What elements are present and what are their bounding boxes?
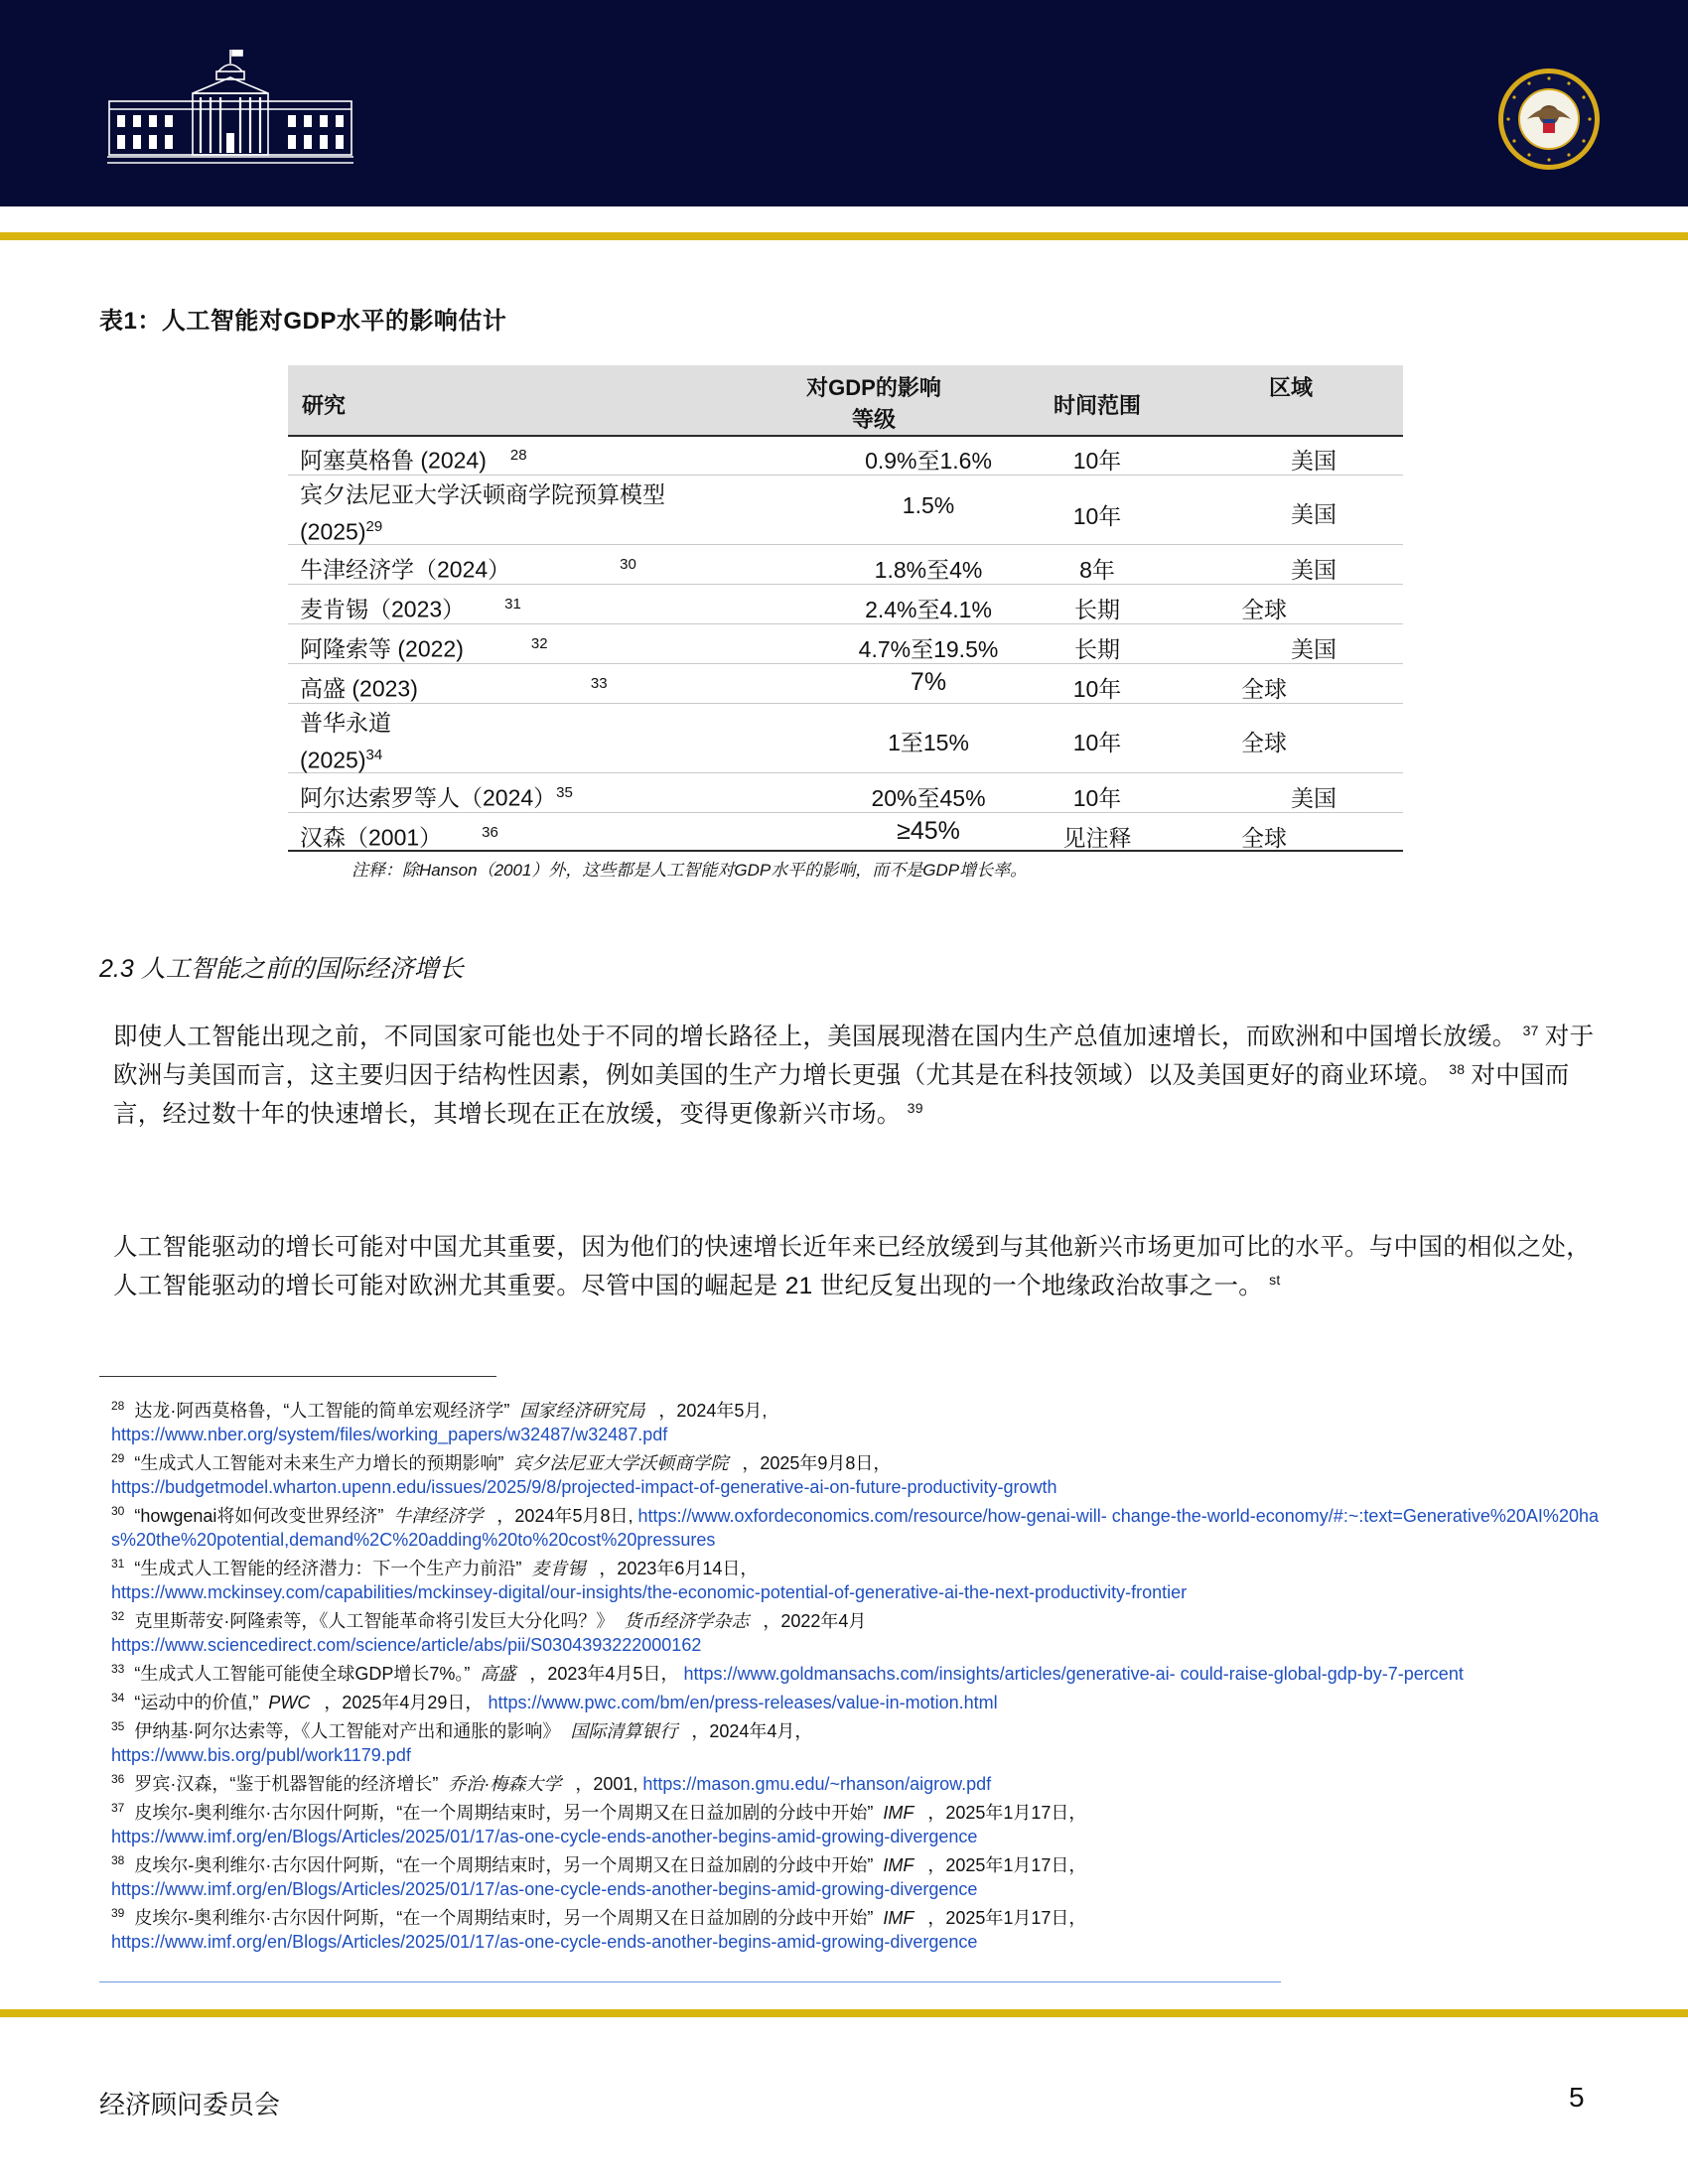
footnote-link[interactable]: https://www.goldmansachs.com/insights/articles/generative-ai- could-raise-global-gdp-by-7-percent [683, 1664, 1464, 1684]
footnote-29: $^{29}$ “生成式人工智能对未来生产力增长的预期影响” 宾夕法尼亚大学沃顿商学院 ，2025年9月8日， https://budgetmodel.wharton.upenn.edu/issues/2025/9/8/projected-impact-of-generative-ai-on-future-productivity-growth [111, 1451, 1057, 1497]
time-value: 10年 [1072, 785, 1122, 811]
page-header [0, 0, 1688, 206]
footnote-35: $^{35}$ 伊纳基·阿尔达索等，《人工智能对产出和通胀的影响》 国际清算银行 ，2024年4月， https://www.bis.org/publ/work1179.pdf [111, 1719, 813, 1765]
time-value: 见注释 [1062, 825, 1132, 851]
footnote-link[interactable]: https://www.mckinsey.com/capabilities/mckinsey-digital/our-insights/the-economic-potential-of-generative-ai-the-next-productivity-frontier [111, 1582, 1188, 1602]
footnote-33: $^{33}$ “生成式人工智能可能使全球GDP增长7%。” 高盛 ，2023年4月5日， https://www.goldmansachs.com/insights/articles/generative-ai- could-raise-global-gdp-by-7-percent [111, 1662, 1464, 1684]
impact-value: 1.5% [902, 492, 955, 518]
footnote-link[interactable]: https://www.imf.org/en/Blogs/Articles/2025/01/17/as-one-cycle-ends-another-begins-amid-growing-divergence [111, 1932, 978, 1952]
study-name: 阿塞莫格鲁 (2024) $^{28}$ [300, 447, 527, 474]
table-row [288, 586, 1403, 624]
header-gold-rule [0, 232, 1688, 240]
time-value: 8年 [1079, 557, 1115, 583]
region-value: 美国 [1291, 636, 1336, 662]
impact-value: 20%至45% [871, 785, 986, 811]
region-value: 全球 [1241, 825, 1287, 851]
table-row [288, 477, 1403, 545]
footnote-divider-line [99, 1981, 1281, 1982]
impact-value: 1至15% [888, 730, 969, 755]
header-region: 区域 [1269, 375, 1314, 400]
region-value: 美国 [1291, 501, 1336, 527]
table-row [288, 665, 1403, 704]
footnote-link[interactable]: https://www.imf.org/en/Blogs/Articles/2025/01/17/as-one-cycle-ends-another-begins-amid-growing-divergence [111, 1827, 978, 1846]
time-value: 10年 [1072, 448, 1122, 474]
footer-gold-rule [0, 2009, 1688, 2017]
region-value: 全球 [1241, 597, 1287, 622]
time-value: 10年 [1072, 730, 1122, 755]
footnote-link[interactable]: https://www.bis.org/publ/work1179.pdf [111, 1745, 411, 1765]
study-name: 牛津经济学（2024） $^{30}$ [300, 556, 636, 583]
footnote-36: $^{36}$ 罗宾·汉森，“鉴于机器智能的经济增长” 乔治·梅森大学 ，2001, https://mason.gmu.edu/~rhanson/aigrow.pdf [111, 1772, 992, 1794]
table-row [288, 705, 1403, 773]
footnote-28: $^{28}$ 达龙·阿西莫格鲁，“人工智能的简单宏观经济学” 国家经济研究局 ，2024年5月, https://www.nber.org/system/files/working_papers/w32487/w32487.pdf [111, 1399, 768, 1444]
footnote-link[interactable]: https://www.pwc.com/bm/en/press-releases/value-in-motion.html [488, 1693, 998, 1712]
time-value: 长期 [1074, 597, 1120, 622]
time-value: 10年 [1072, 503, 1122, 529]
time-value: 长期 [1074, 636, 1120, 662]
header-impact-line2: 等级 [851, 407, 896, 432]
region-value: 美国 [1291, 448, 1336, 474]
footnote-34: $^{34}$ “运动中的价值,” PWC ，2025年4月29日， https://www.pwc.com/bm/en/press-releases/value-in-motion.html [111, 1691, 998, 1712]
footnote-31: $^{31}$ “生成式人工智能的经济潜力：下一个生产力前沿” 麦肯锡 ，2023年6月14日， https://www.mckinsey.com/capabilities/mckinsey-digital/our-insights/the-economic-potential-of-generative-ai-the-next-productivity-frontier [111, 1557, 1188, 1602]
footnote-30: $^{30}$ “howgenai将如何改变世界经济” 牛津经济学 ，2024年5月8日, https://www.oxfordeconomics.com/resource/how-genai-will- change-the-world-economy/#:~:text=Generative%20AI%20has%20the%20potential,demand%2C%20adding%20to%20cost%20pressures [111, 1504, 1599, 1550]
impact-value: 0.9%至1.6% [865, 448, 992, 474]
table-row [288, 625, 1403, 664]
region-value: 美国 [1291, 785, 1336, 811]
paragraph: 即使人工智能出现之前，不同国家可能也处于不同的增长路径上，美国展现潜在国内生产总值加速增长，而欧洲和中国增长放缓。 $^{37}$ 对于欧洲与美国而言，这主要归因于结构性因素，例如美国的生产力增长更强（尤其是在科技领域）以及美国更好的商业环境。 $^{38}$ 对中国而言，经过数十年的快速增长，其增长现在正在放缓，变得更像新兴市场。 $^{39}$ [113, 1023, 1595, 1129]
region-value: 全球 [1241, 730, 1287, 755]
footer-organization: 经济顾问委员会 [99, 2090, 281, 2119]
footnote-link[interactable]: https://mason.gmu.edu/~rhanson/aigrow.pdf [642, 1774, 992, 1794]
table-row [288, 774, 1403, 813]
study-name: 阿隆索等 (2022) $^{32}$ [300, 635, 548, 662]
paragraph: 人工智能驱动的增长可能对中国尤其重要，因为他们的快速增长近年来已经放缓到与其他新兴市场更加可比的水平。与中国的相似之处，人工智能驱动的增长可能对欧洲尤其重要。尽管中国的崛起是 21 世纪反复出现的一个地缘政治故事之一。 $^{st}$ [113, 1234, 1591, 1300]
impact-value: 4.7%至19.5% [858, 636, 999, 662]
header-impact-line1: 对GDP的影响 [806, 375, 941, 400]
impact-value: ≥45% [897, 817, 960, 845]
footnote-separator [99, 1376, 496, 1377]
region-value: 美国 [1291, 557, 1336, 583]
study-name: 普华永道 [300, 710, 391, 736]
table-title: 表1：人工智能对GDP水平的影响估计 [99, 308, 507, 335]
header-time: 时间范围 [1053, 393, 1141, 418]
white-house-icon [107, 50, 353, 167]
table-header [288, 365, 1403, 437]
impact-value: 7% [910, 668, 947, 696]
study-name-line2: (2025)$^{34}$ [300, 747, 383, 773]
study-name: 汉森（2001） $^{36}$ [300, 824, 498, 851]
study-name: 麦肯锡（2023） $^{31}$ [300, 596, 521, 622]
time-value: 10年 [1072, 676, 1122, 702]
footnote-link[interactable]: https://budgetmodel.wharton.upenn.edu/issues/2025/9/8/projected-impact-of-generative-ai-on-future-productivity-growth [111, 1477, 1057, 1497]
footnote-link[interactable]: https://www.imf.org/en/Blogs/Articles/2025/01/17/as-one-cycle-ends-another-begins-amid-growing-divergence [111, 1879, 978, 1899]
footnote-39: $^{39}$ 皮埃尔-奥利维尔·古尔因什阿斯，“在一个周期结束时，另一个周期又在日益加剧的分歧中开始” IMF ，2025年1月17日， https://www.imf.org/en/Blogs/Articles/2025/01/17/as-one-cycle-ends-another-begins-amid-growing-divergence [111, 1906, 1087, 1952]
impact-value: 1.8%至4% [874, 557, 983, 583]
footnote-32: $^{32}$ 克里斯蒂安·阿隆索等，《人工智能革命将引发巨大分化吗？》 货币经济学杂志 ，2022年4月 https://www.sciencedirect.com/science/article/abs/pii/S0304393222000162 [111, 1609, 867, 1655]
eop-seal-icon [1497, 68, 1601, 171]
table-row [288, 437, 1403, 476]
footnote-link[interactable]: https://www.oxfordeconomics.com/resource/how-genai-will- change-the-world-economy/#:~:text=Generative%20AI%20has%20the%20potential,demand%2C%20adding%20to%20cost%20pressures [111, 1506, 1599, 1550]
study-name: 阿尔达索罗等人（2024）$^{35}$ [300, 784, 573, 811]
study-name-line2: (2025)$^{29}$ [300, 518, 383, 545]
study-name: 宾夕法尼亚大学沃顿商学院预算模型 [300, 481, 665, 507]
section-heading: 2.3 人工智能之前的国际经济增长 [99, 955, 464, 983]
footnote-37: $^{37}$ 皮埃尔-奥利维尔·古尔因什阿斯，“在一个周期结束时，另一个周期又在日益加剧的分歧中开始” IMF ，2025年1月17日， https://www.imf.org/en/Blogs/Articles/2025/01/17/as-one-cycle-ends-another-begins-amid-growing-divergence [111, 1801, 1087, 1846]
table-row [288, 814, 1403, 852]
footnote-link[interactable]: https://www.nber.org/system/files/working_papers/w32487/w32487.pdf [111, 1425, 668, 1444]
region-value: 全球 [1241, 676, 1287, 702]
footnote-link[interactable]: https://www.sciencedirect.com/science/article/abs/pii/S0304393222000162 [111, 1635, 702, 1655]
footnotes [111, 1394, 1601, 1954]
header-study: 研究 [302, 393, 347, 418]
table-row [288, 546, 1403, 585]
study-name: 高盛 (2023) $^{33}$ [300, 675, 608, 702]
table-note: 注释：除Hanson（2001）外，这些都是人工智能对GDP水平的影响，而不是GDP增长率。 [352, 861, 1028, 880]
impact-value: 2.4%至4.1% [865, 597, 992, 622]
page-number: 5 [1569, 2082, 1585, 2113]
footnote-38: $^{38}$ 皮埃尔-奥利维尔·古尔因什阿斯，“在一个周期结束时，另一个周期又在日益加剧的分歧中开始” IMF ，2025年1月17日， https://www.imf.org/en/Blogs/Articles/2025/01/17/as-one-cycle-ends-another-begins-amid-growing-divergence [111, 1853, 1087, 1899]
